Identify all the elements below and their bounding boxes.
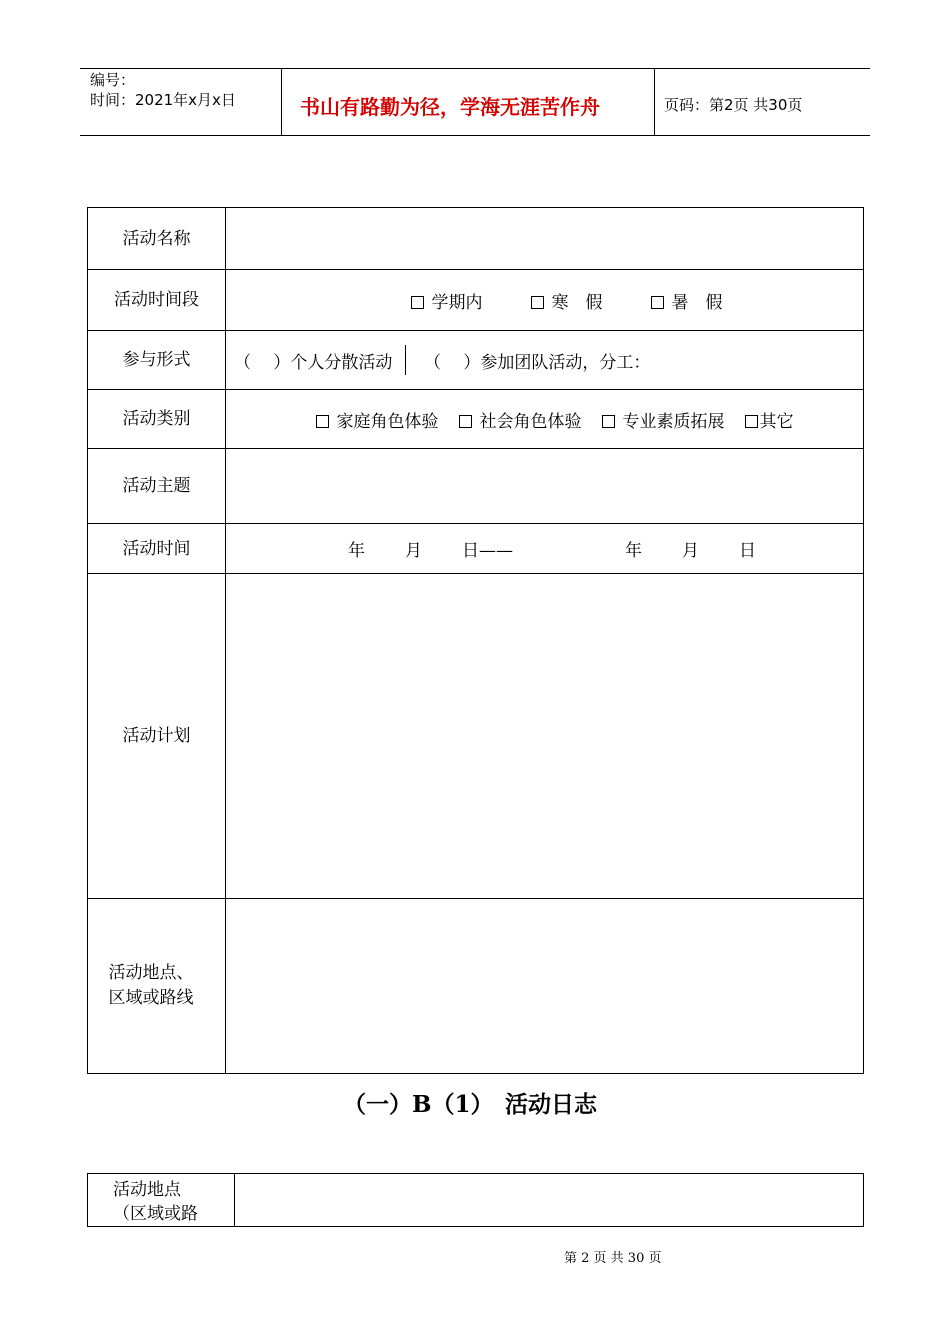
header-divider-right: [654, 68, 655, 136]
activity-log-table: [87, 1173, 864, 1227]
activity-name-field[interactable]: [226, 208, 864, 270]
checkbox-icon[interactable]: [651, 296, 664, 309]
row-location: [88, 899, 864, 1074]
row-activity-time: [88, 524, 864, 574]
category-options: [226, 390, 864, 449]
row-log-location: [88, 1174, 864, 1227]
activity-name-label: 活动名称: [88, 208, 226, 270]
theme-field[interactable]: [226, 449, 864, 524]
activity-period-options: [226, 270, 864, 331]
checkbox-icon[interactable]: [459, 415, 472, 428]
theme-label: 活动主题: [88, 449, 226, 524]
document-time: 时间：2021年x月x日: [90, 91, 236, 109]
period-option-summer[interactable]: 暑 假: [651, 288, 723, 313]
activity-period-label: 活动时间段: [88, 270, 226, 331]
row-activity-name: [88, 208, 864, 270]
checkbox-icon[interactable]: [745, 415, 758, 428]
row-participation: [88, 331, 864, 390]
header-bottom-rule: [80, 135, 870, 136]
category-option-social[interactable]: 社会角色体验: [459, 407, 582, 432]
row-category: [88, 390, 864, 449]
location-label: 活动地点、区域或路线: [88, 899, 226, 1074]
period-option-term[interactable]: 学期内: [411, 288, 483, 313]
category-option-family[interactable]: 家庭角色体验: [316, 407, 439, 432]
plan-label: 活动计划: [88, 574, 226, 899]
date-unit-day-start: 日——: [462, 541, 513, 561]
checkbox-icon[interactable]: [531, 296, 544, 309]
date-unit-month-start: 月: [405, 541, 422, 561]
activity-form-table: [87, 207, 864, 1074]
date-unit-year-start: 年: [348, 541, 365, 561]
location-field[interactable]: [226, 899, 864, 1074]
period-option-winter[interactable]: 寒 假: [531, 288, 603, 313]
category-label: 活动类别: [88, 390, 226, 449]
activity-time-label: 活动时间: [88, 524, 226, 574]
checkbox-icon[interactable]: [411, 296, 424, 309]
activity-time-field[interactable]: [226, 524, 864, 574]
date-unit-month-end: 月: [682, 541, 699, 561]
header-info: [90, 70, 278, 110]
row-theme: [88, 449, 864, 524]
checkbox-icon[interactable]: [602, 415, 615, 428]
date-unit-day-end: 日: [739, 541, 756, 561]
plan-field[interactable]: [226, 574, 864, 899]
header-divider-left: [281, 68, 282, 136]
participation-team[interactable]: （ ）参加团队活动，分工：: [424, 352, 651, 373]
log-location-field[interactable]: [235, 1174, 864, 1227]
date-unit-year-end: 年: [625, 541, 642, 561]
participation-cell: [226, 331, 864, 390]
row-plan: [88, 574, 864, 899]
category-option-other[interactable]: 其它: [745, 407, 794, 432]
header-top-rule: [80, 68, 870, 69]
section-title: （一）B（1） 活动日志: [343, 1091, 597, 1118]
document-number: 编号：: [90, 71, 136, 89]
participation-label: 参与形式: [88, 331, 226, 390]
participation-individual[interactable]: （ ）个人分散活动: [226, 345, 406, 375]
header-page-info: 页码：第2页 共30页: [664, 96, 803, 114]
page-footer: 第 2 页 共 30 页: [564, 1251, 662, 1266]
row-activity-period: [88, 270, 864, 331]
log-location-label: 活动地点（区域或路: [88, 1174, 235, 1227]
category-option-professional[interactable]: 专业素质拓展: [602, 407, 725, 432]
header-motto: 书山有路勤为径，学海无涯苦作舟: [300, 95, 600, 119]
checkbox-icon[interactable]: [316, 415, 329, 428]
